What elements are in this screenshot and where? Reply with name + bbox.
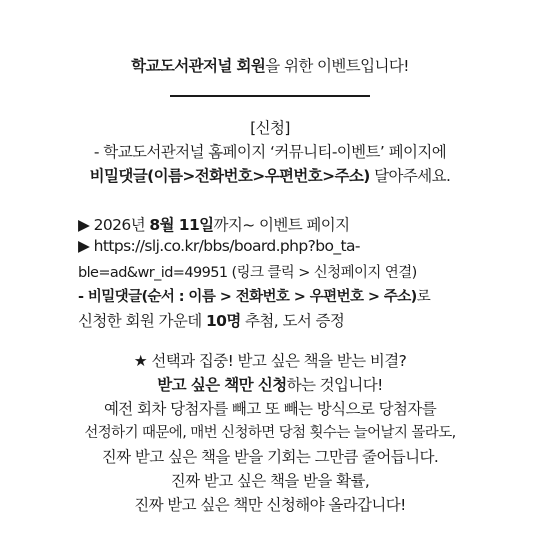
tip-line-3: 예전 회차 당첨자를 빼고 또 빼는 방식으로 당첨자를 <box>103 400 437 418</box>
divider <box>170 95 370 97</box>
comment-order-rest: 로 <box>416 289 431 305</box>
comment-order-bold: - 비밀댓글(순서 : 이름 > 전화번호 > 우편번호 > 주소) <box>78 289 417 305</box>
apply-comment-format-rest: 달아주세요. <box>369 167 451 185</box>
event-title-bold: 학교도서관저널 회원 <box>131 57 266 75</box>
apply-instruction: - 학교도서관저널 홈페이지 ‘커뮤니티-이벤트’ 페이지에 <box>93 143 447 161</box>
tip-line-7: 진짜 받고 싶은 책만 신청해야 올라갑니다! <box>134 496 406 514</box>
winner-info <box>78 309 518 331</box>
tip-line-1: ★ 선택과 집중! 받고 싶은 책을 받는 비결? <box>133 352 407 370</box>
deadline-date: 8월 11일 <box>149 216 214 234</box>
event-title-rest: 을 위한 이벤트입니다! <box>265 57 409 75</box>
tip-line-2-rest: 하는 것입니다! <box>286 376 383 394</box>
tip-line-2 <box>0 373 540 395</box>
event-url-line1[interactable]: ▶ https://slj.co.kr/bbs/board.php?bo_ta- <box>78 237 360 255</box>
deadline-prefix: ▶ 2026년 <box>78 216 150 234</box>
winner-info-prefix: 신청한 회원 가운데 <box>78 312 206 330</box>
winner-info-suffix: 추첨, 도서 증정 <box>240 312 345 330</box>
winner-count: 10명 <box>205 312 241 330</box>
apply-comment-format-bold: 비밀댓글(이름>전화번호>우편번호>주소) <box>89 167 370 185</box>
tip-line-2-bold: 받고 싶은 책만 신청 <box>157 376 287 394</box>
deadline-suffix: 까지~ 이벤트 페이지 <box>213 216 350 234</box>
apply-comment-format <box>0 164 540 186</box>
tip-line-6: 진짜 받고 싶은 책을 받을 확률, <box>170 472 370 490</box>
comment-order <box>78 285 518 306</box>
tip-line-4: 선정하기 때문에, 매번 신청하면 당첨 횟수는 늘어날지 몰라도, <box>84 425 456 441</box>
event-url-line2[interactable]: ble=ad&wr_id=49951 (링크 클릭 > 신청페이지 연결) <box>78 265 417 281</box>
apply-heading: [신청] <box>250 119 290 137</box>
tip-line-5: 진짜 받고 싶은 책을 받을 기회는 그만큼 줄어듭니다. <box>101 448 439 466</box>
event-title <box>0 54 540 76</box>
event-deadline <box>78 213 518 235</box>
